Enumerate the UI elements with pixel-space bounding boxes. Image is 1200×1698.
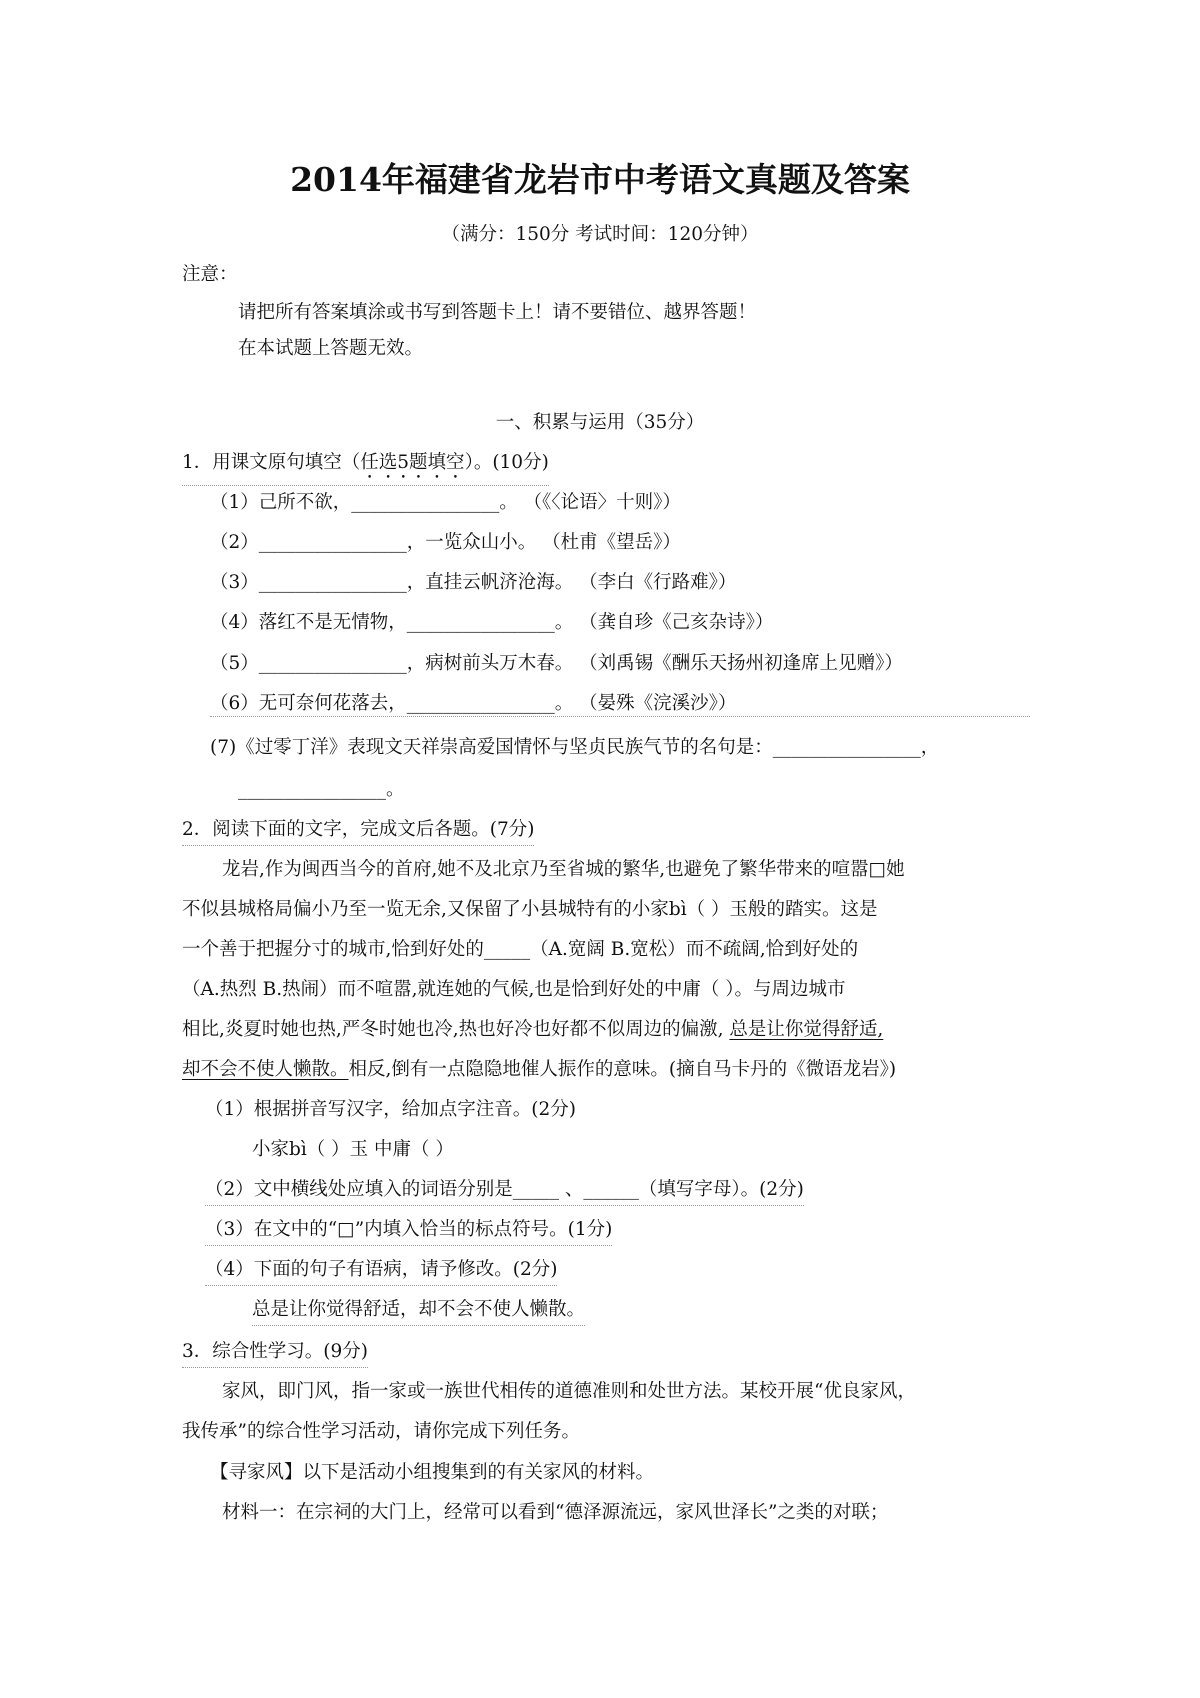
q1-stem-post: ）。(10分) <box>464 452 549 473</box>
q3-paragraph-1-cont: 我传承”的综合性学习活动，请你完成下列任务。 <box>182 1421 580 1442</box>
q1-item-4: （4）落红不是无情物，________________。 （龚自珍《己亥杂诗》） <box>210 612 774 633</box>
notice-line-1: 请把所有答案填涂或书写到答题卡上！请不要错位、越界答题！ <box>238 302 757 323</box>
q2-sub-3: （3）在文中的“□”内填入恰当的标点符号。(1分) <box>205 1217 612 1246</box>
q2-sub-1-answer: 小家bì（ ）玉 中庸（ ） <box>252 1139 454 1160</box>
q1-dotted-rule <box>210 716 1030 717</box>
q2-sub-4: （4）下面的句子有语病，请予修改。(2分) <box>205 1257 557 1286</box>
q1-item-2: （2）________________，一览众山小。 （杜甫《望岳》） <box>210 532 681 553</box>
q2-sub-1: （1）根据拼音写汉字，给加点字注音。(2分) <box>205 1099 576 1120</box>
q1-item-3: （3）________________，直挂云帆济沧海。 （李白《行路难》） <box>210 572 737 593</box>
q1-stem <box>182 450 549 486</box>
q1-item-1: （1）己所不欲，________________。 （《〈论语〉十则》） <box>210 492 681 513</box>
q2-passage-line-5 <box>182 1017 883 1043</box>
q2-passage-line-4: （A.热烈 B.热闹）而不喧嚣,就连她的气候,也是恰到好处的中庸（ ）。与周边城市 <box>182 979 846 1000</box>
q1-item-6: （6）无可奈何花落去，________________。 （晏殊《浣溪沙》） <box>210 693 737 714</box>
q1-item-7: (7)《过零丁洋》表现文天祥崇高爱国情怀与坚贞民族气节的名句是：________________， <box>210 737 940 758</box>
q2-passage-line-3: 一个善于把握分寸的城市,恰到好处的_____（A.宽阔 B.宽松）而不疏阔,恰到好处的 <box>182 939 859 960</box>
exam-subtitle: （满分：150分 考试时间：120分钟） <box>441 224 759 245</box>
q3-paragraph-3: 材料一：在宗祠的大门上，经常可以看到“德泽源流远，家风世泽长”之类的对联； <box>222 1502 889 1523</box>
q3-stem: 3．综合性学习。(9分) <box>182 1339 368 1368</box>
q2-underlined-sentence-part-2: 却不会不使人懒散。 <box>182 1059 349 1080</box>
q2-passage-line-6 <box>182 1057 896 1083</box>
q1-stem-pre: 1．用课文原句填空（ <box>182 452 361 473</box>
q2-passage-line-5-text: 相比,炎夏时她也热,严冬时她也冷,热也好冷也好都不似周边的偏激, <box>182 1019 724 1040</box>
page-title: 2014年福建省龙岩市中考语文真题及答案 <box>290 160 910 199</box>
q1-item-5: （5）________________，病树前头万木春。 （刘禹锡《酬乐天扬州初逢席上见赠》） <box>210 653 903 674</box>
q3-paragraph-2: 【寻家风】以下是活动小组搜集到的有关家风的材料。 <box>210 1462 655 1483</box>
q2-underlined-sentence-part-1: 总是让你觉得舒适, <box>729 1019 884 1040</box>
q1-item-7-cont: ________________。 <box>238 779 405 800</box>
section-heading: 一、积累与运用（35分） <box>495 412 705 433</box>
q2-sub-2: （2）文中横线处应填入的词语分别是_____ 、______（填写字母）。(2分) <box>205 1177 804 1206</box>
q2-passage-line-2: 不似县城格局偏小乃至一览无余,又保留了小县城特有的小家bì（ ）玉般的踏实。这是 <box>182 899 878 920</box>
q2-sub-4-sentence: 总是让你觉得舒适，却不会不使人懒散。 <box>252 1297 585 1326</box>
q2-passage-tail: 相反,倒有一点隐隐地催人振作的意味。(摘自马卡丹的《微语龙岩》) <box>348 1059 897 1080</box>
notice-label: 注意： <box>182 264 238 285</box>
notice-line-2: 在本试题上答题无效。 <box>238 338 424 359</box>
q2-stem: 2．阅读下面的文字，完成文后各题。(7分) <box>182 817 534 846</box>
q3-paragraph-1: 家风，即门风，指一家或一族世代相传的道德准则和处世方法。某校开展“优良家风， <box>222 1381 916 1402</box>
q2-passage-line-1: 龙岩,作为闽西当今的首府,她不及北京乃至省城的繁华,也避免了繁华带来的喧嚣□她 <box>222 859 905 880</box>
q1-stem-emphasis: 任选5题填空 <box>360 452 465 473</box>
